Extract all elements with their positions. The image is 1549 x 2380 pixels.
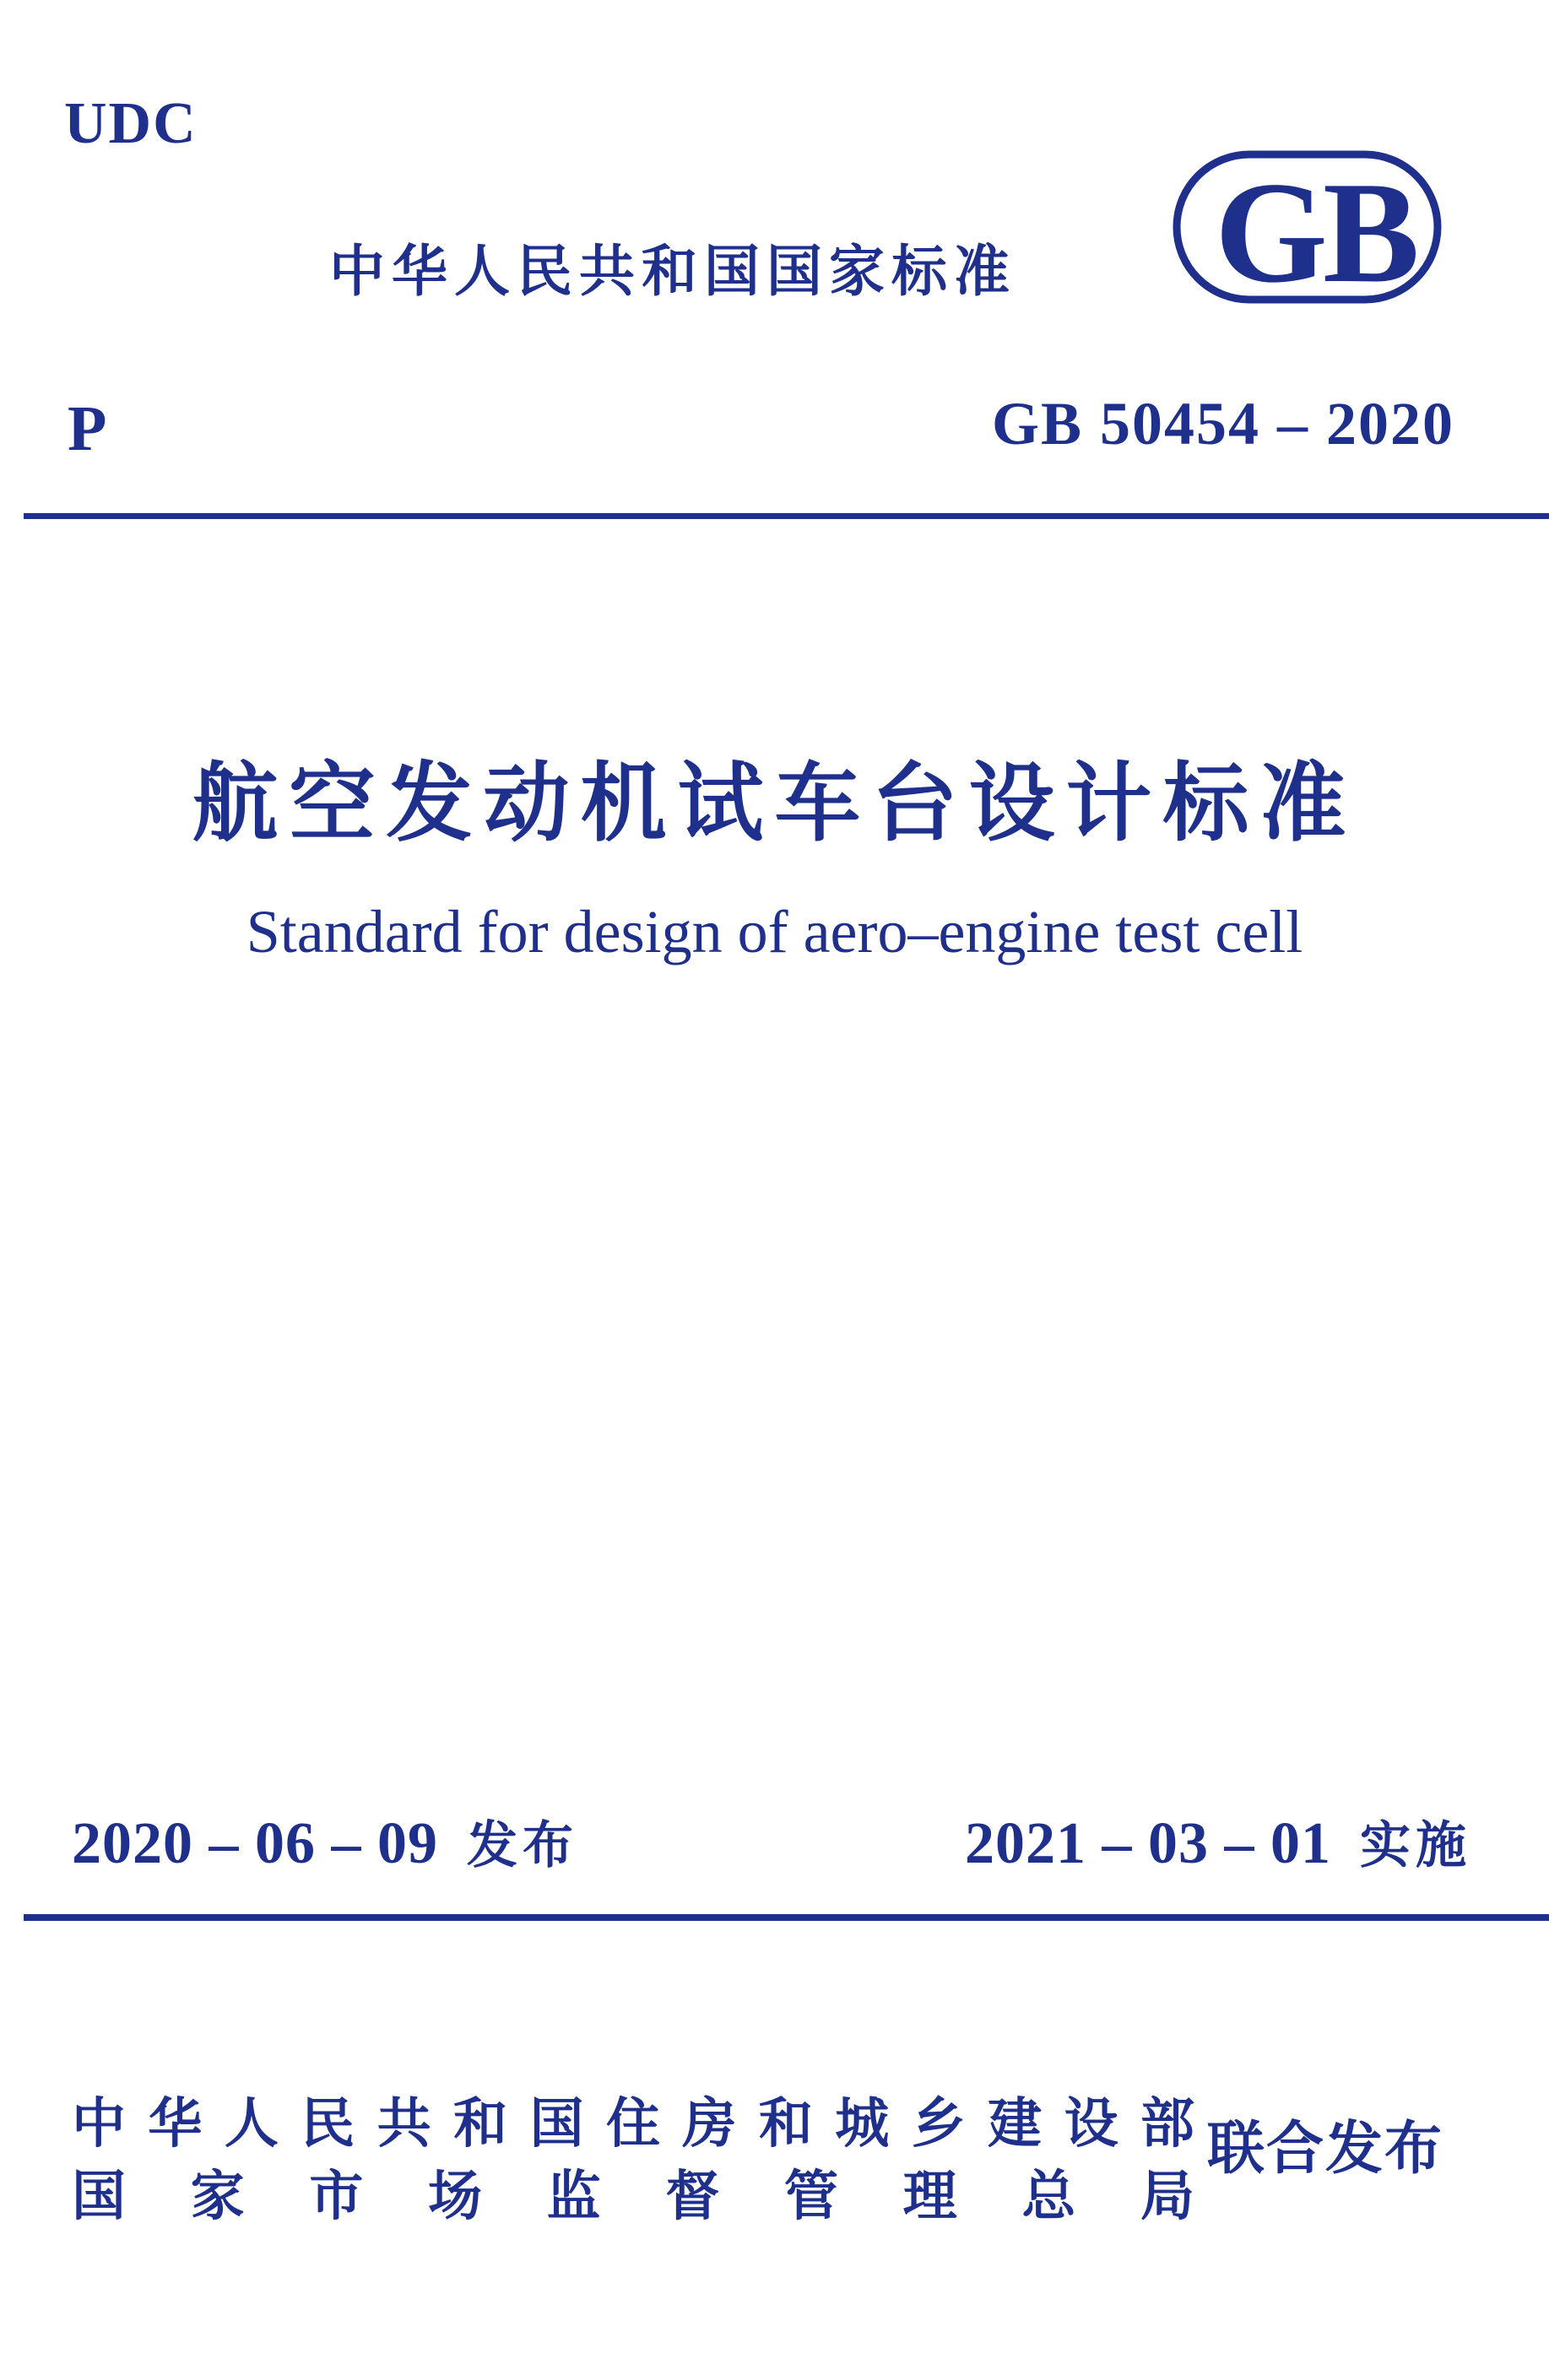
implementation-date-label: 实施 — [1360, 1817, 1471, 1874]
implementation-date-row — [965, 1811, 1471, 1876]
publisher-line-1: 中华人民共和国住房和城乡建设部 — [72, 2093, 1194, 2154]
classification-code: P — [68, 393, 107, 464]
header-divider-rule — [24, 513, 1549, 519]
issue-date-label: 发布 — [467, 1817, 578, 1874]
implementation-date: 2021 – 03 – 01 — [965, 1811, 1331, 1876]
udc-label: UDC — [64, 91, 198, 156]
standard-title-chinese: 航空发动机试车台设计标准 — [192, 757, 1357, 852]
issue-date: 2020 – 06 – 09 — [72, 1811, 438, 1876]
publisher-line-2: 国家市场监督管理总局 — [72, 2166, 1194, 2226]
standard-title-english: Standard for design of aero–engine test cell — [246, 898, 1303, 966]
gb-logo — [1171, 149, 1443, 306]
joint-publish-label: 联合发布 — [1207, 2117, 1444, 2181]
gb-logo-letter-b: B — [1323, 153, 1420, 306]
national-standard-heading: 中华人民共和国国家标准 — [329, 241, 1016, 303]
gb-logo-letter-g: G — [1215, 153, 1328, 306]
issue-date-row — [72, 1811, 578, 1876]
standard-number: GB 50454 – 2020 — [991, 390, 1454, 457]
publisher-block — [72, 2093, 1194, 2226]
footer-divider-rule — [24, 1914, 1549, 1921]
